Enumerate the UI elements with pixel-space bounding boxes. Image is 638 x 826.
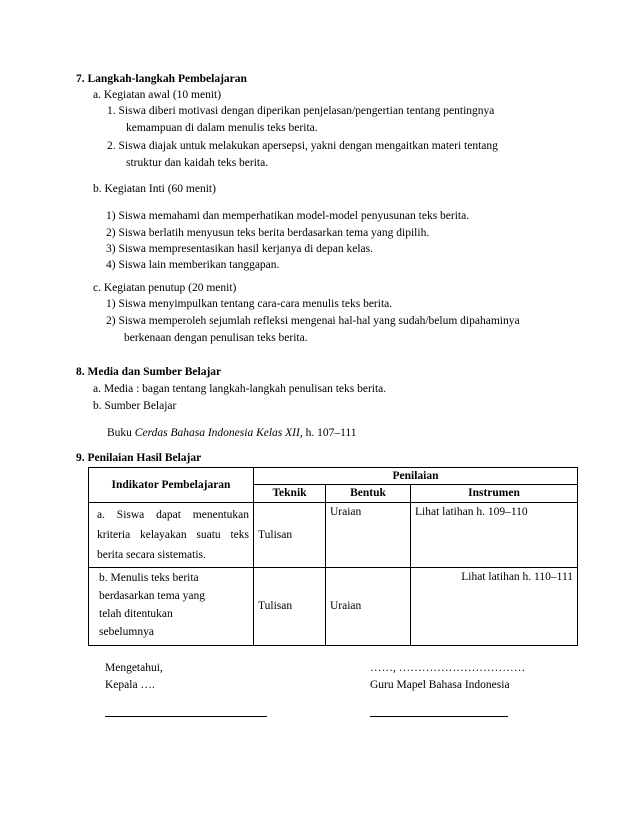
instrumen-cell xyxy=(411,568,578,646)
kegiatan-penutup-title: c. Kegiatan penutup (20 menit) xyxy=(93,282,237,294)
buku-reference xyxy=(107,426,357,440)
kegiatan-awal-item-2: 2. Siswa diajak untuk melakukan apersepsi, yakni dengan mengaitkan materi tentang xyxy=(107,140,498,152)
table-row xyxy=(89,502,578,567)
place-date-line: ……, …………………………… xyxy=(370,662,526,674)
indikator-header: Indikator Pembelajaran xyxy=(89,468,254,503)
bentuk-cell: Uraian xyxy=(326,568,411,646)
kegiatan-penutup-item-1: 1) Siswa menyimpulkan tentang cara-cara menulis teks berita. xyxy=(106,298,393,310)
indikator-text: b. Menulis teks berita berdasarkan tema yang telah ditentukan sebelumnya xyxy=(99,572,206,638)
buku-prefix: Buku xyxy=(107,427,135,439)
kegiatan-inti-item-2: 2) Siswa berlatih menyusun teks berita berdasarkan tema yang dipilih. xyxy=(106,227,430,239)
bentuk-cell: Uraian xyxy=(326,502,411,567)
kepala-signature-line xyxy=(105,716,267,717)
kegiatan-penutup-item-2-cont: berkenaan dengan penulisan teks berita. xyxy=(124,332,308,344)
table-row xyxy=(89,568,578,646)
section-8-heading: 8. Media dan Sumber Belajar xyxy=(76,366,222,378)
kegiatan-inti-item-3: 3) Siswa mempresentasikan hasil kerjanya di depan kelas. xyxy=(106,243,373,255)
buku-pages: h. 107–111 xyxy=(302,427,357,439)
indikator-cell xyxy=(89,502,254,567)
kegiatan-awal-title: a. Kegiatan awal (10 menit) xyxy=(93,89,222,101)
kegiatan-penutup-item-2: 2) Siswa memperoleh sejumlah refleksi mengenai hal-hal yang sudah/belum dipahaminya xyxy=(106,315,520,327)
section-7-heading: 7. Langkah-langkah Pembelajaran xyxy=(76,73,247,85)
penilaian-table xyxy=(88,467,578,646)
table-header-row xyxy=(89,468,578,485)
kegiatan-awal-item-1-cont: kemampuan di dalam menulis teks berita. xyxy=(126,122,318,134)
guru-signature-line xyxy=(370,716,508,717)
teknik-header: Teknik xyxy=(254,485,326,502)
indikator-text: a. Siswa dapat menentukan kriteria kelayakan suatu teks berita secara sistematis. xyxy=(97,508,249,561)
section-9-heading: 9. Penilaian Hasil Belajar xyxy=(76,452,202,464)
instrumen-header: Instrumen xyxy=(411,485,578,502)
mengetahui-label: Mengetahui, xyxy=(105,662,163,674)
kegiatan-awal-item-1: 1. Siswa diberi motivasi dengan diperikan penjelasan/pengertian tentang pentingnya xyxy=(107,105,495,117)
instrumen-cell: Lihat latihan h. 109–110 xyxy=(411,502,578,567)
teknik-cell: Tulisan xyxy=(254,502,326,567)
kegiatan-inti-item-4: 4) Siswa lain memberikan tanggapan. xyxy=(106,259,280,271)
kegiatan-inti-title: b. Kegiatan Inti (60 menit) xyxy=(93,183,216,195)
bentuk-header: Bentuk xyxy=(326,485,411,502)
penilaian-header: Penilaian xyxy=(254,468,578,485)
media-line: a. Media : bagan tentang langkah-langkah penulisan teks berita. xyxy=(93,383,387,395)
kepala-label: Kepala …. xyxy=(105,679,155,691)
indikator-cell xyxy=(89,568,254,646)
instrumen-text: Lihat latihan h. 110–111 xyxy=(461,571,574,584)
teknik-cell: Tulisan xyxy=(254,568,326,646)
sumber-belajar-line: b. Sumber Belajar xyxy=(93,400,177,412)
kegiatan-awal-item-2-cont: struktur dan kaidah teks berita. xyxy=(126,157,269,169)
kegiatan-inti-item-1: 1) Siswa memahami dan memperhatikan model-model penyusunan teks berita. xyxy=(106,210,470,222)
guru-mapel-label: Guru Mapel Bahasa Indonesia xyxy=(370,679,510,691)
buku-title: Cerdas Bahasa Indonesia Kelas XII, xyxy=(134,427,303,439)
